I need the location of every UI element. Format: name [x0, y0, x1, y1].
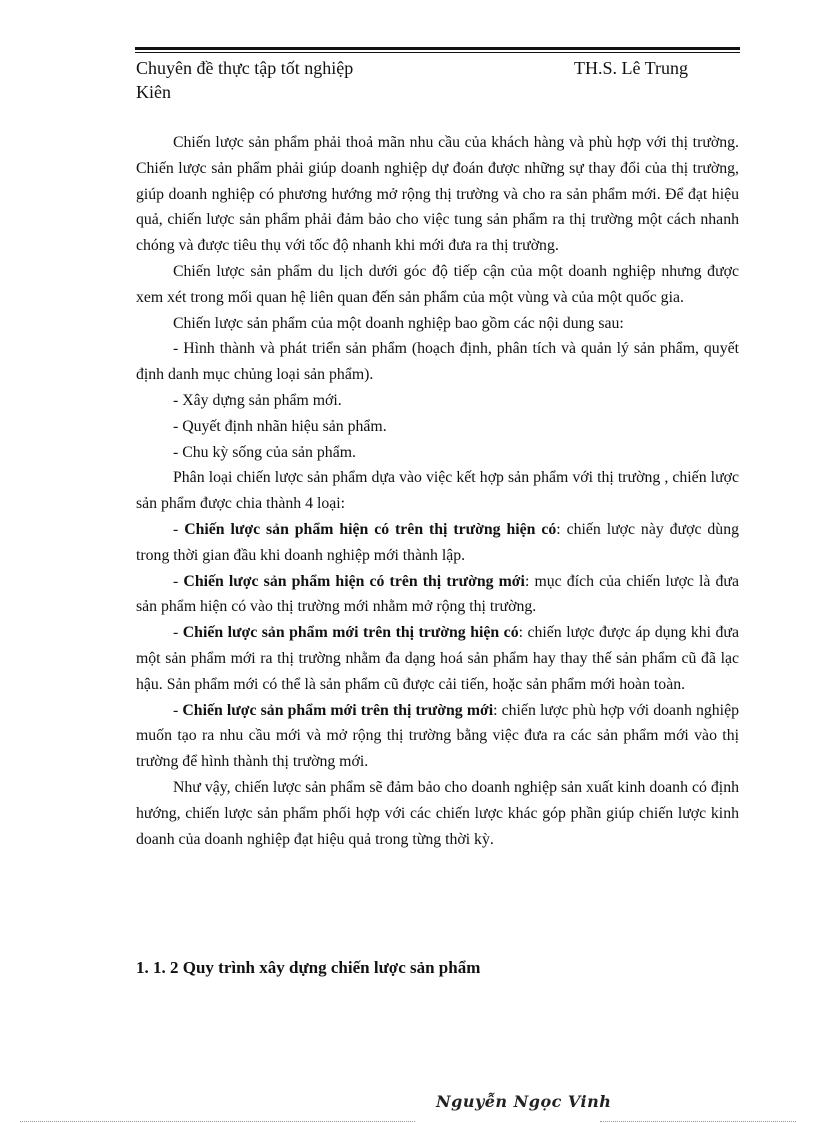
paragraph: Phân loại chiến lược sản phẩm dựa vào việc kết hợp sản phẩm với thị trường , chiến lược sản phẩm được chia thành 4 loại:: [136, 469, 739, 513]
body-text: [136, 130, 739, 852]
list-item: - Chu kỳ sống của sản phẩm.: [173, 443, 356, 461]
header-rule-thin: [135, 52, 740, 53]
strategy-term: Chiến lược sản phẩm mới trên thị trường mới: [182, 701, 494, 719]
list-item: - Xây dựng sản phẩm mới.: [173, 391, 342, 409]
footer-dotted-line-left: [20, 1121, 415, 1122]
header-rule-thick: [135, 47, 740, 50]
strategy-item: - Chiến lược sản phẩm mới trên thị trường mới: chiến lược phù hợp với doanh nghiệp muốn tạo ra nhu cầu mới và mở rộng thị trường bằng việc đưa ra các sản phẩm mới vào thị trường để hình thành thị trường mới.: [136, 701, 739, 771]
header-author-continued: Kiên: [136, 82, 171, 102]
strategy-term: Chiến lược sản phẩm hiện có trên thị trường mới: [183, 572, 525, 590]
paragraph: Chiến lược sản phẩm du lịch dưới góc độ tiếp cận của một doanh nghiệp nhưng được xem xét trong mối quan hệ liên quan đến sản phẩm của một vùng và của một quốc gia.: [136, 262, 739, 306]
paragraph: Chiến lược sản phẩm phải thoả mãn nhu cầu của khách hàng và phù hợp với thị trường. Chiến lược sản phẩm phải giúp doanh nghiệp dự đoán được những sự thay đổi của thị trường, giúp doanh nghiệp có phương hướng mở rộng thị trường và cho ra sản phẩm mới. Để đạt hiệu quả, chiến lược sản phẩm phải đảm bảo cho việc tung sản phẩm ra thị trường một cách nhanh chóng và được tiêu thụ với tốc độ nhanh khi mới đưa ra thị trường.: [136, 134, 739, 255]
page-header: [136, 56, 706, 104]
list-item: - Quyết định nhãn hiệu sản phẩm.: [173, 417, 387, 435]
strategy-item: - Chiến lược sản phẩm hiện có trên thị trường mới: mục đích của chiến lược là đưa sản phẩm hiện có vào thị trường mới nhằm mở rộng thị trường.: [136, 572, 739, 616]
strategy-term: Chiến lược sản phẩm hiện có trên thị trường hiện có: [184, 520, 557, 538]
section-heading: 1. 1. 2 Quy trình xây dựng chiến lược sản phẩm: [136, 958, 481, 977]
header-title: Chuyên đề thực tập tốt nghiệp: [136, 58, 354, 78]
paragraph: Chiến lược sản phẩm của một doanh nghiệp bao gồm các nội dung sau:: [173, 314, 624, 332]
strategy-item: - Chiến lược sản phẩm hiện có trên thị trường hiện có: chiến lược này được dùng trong thời gian đầu khi doanh nghiệp mới thành lập.: [136, 520, 739, 564]
header-author: TH.S. Lê Trung: [574, 58, 689, 78]
footer-dotted-line-right: [600, 1121, 796, 1122]
footer-signature: Nguyễn Ngọc Vinh: [436, 1092, 612, 1111]
list-item: - Hình thành và phát triển sản phẩm (hoạch định, phân tích và quản lý sản phẩm, quyết định danh mục chủng loại sản phẩm).: [136, 340, 739, 384]
strategy-item: - Chiến lược sản phẩm mới trên thị trường hiện có: chiến lược được áp dụng khi đưa một sản phẩm mới ra thị trường nhằm đa dạng hoá sản phẩm hay thay thế sản phẩm cũ đã lạc hậu. Sản phẩm mới có thể là sản phẩm cũ được cải tiến, hoặc sản phẩm mới hoàn toàn.: [136, 624, 739, 693]
strategy-term: Chiến lược sản phẩm mới trên thị trường hiện có: [182, 624, 519, 642]
paragraph: Như vậy, chiến lược sản phẩm sẽ đảm bảo cho doanh nghiệp sản xuất kinh doanh có định hướng, chiến lược sản phẩm phối hợp với các chiến lược khác góp phần giúp chiến lược kinh doanh của doanh nghiệp đạt hiệu quả trong từng thời kỳ.: [136, 778, 739, 848]
